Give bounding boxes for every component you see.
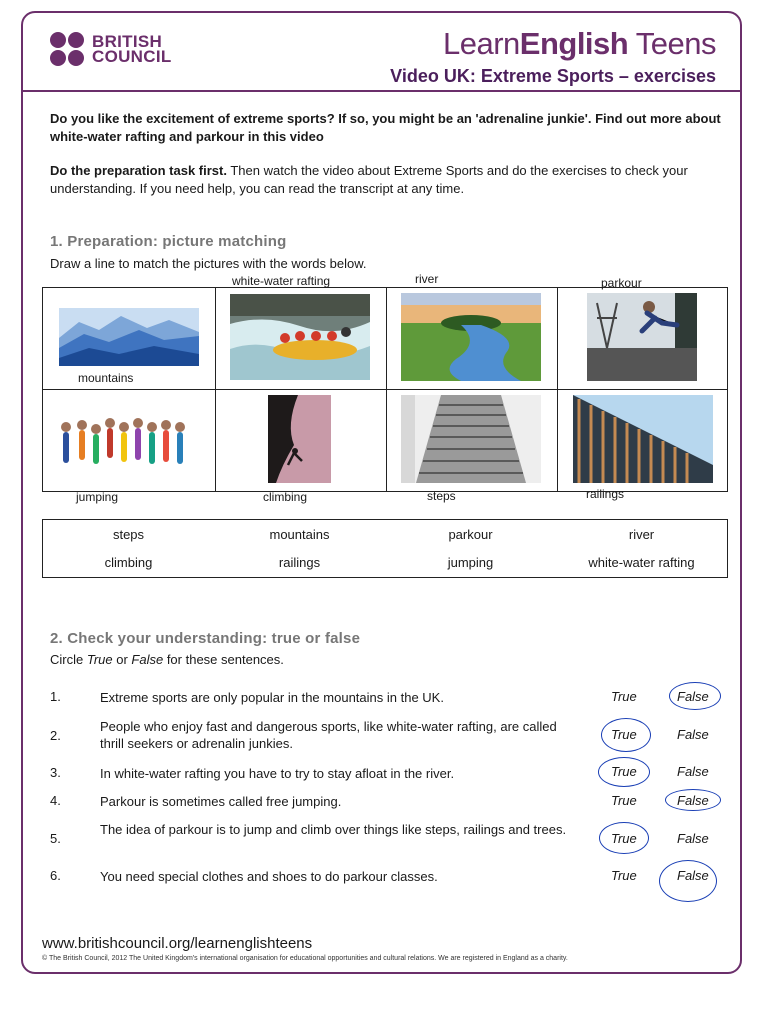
- word-mountains: mountains: [269, 527, 330, 542]
- word-climbing: climbing: [104, 555, 153, 570]
- footer-legal: © The British Council, 2012 The United Kingdom's international organisation for educational opportunities and cultural relations. We are registered in England as a charity.: [42, 955, 568, 962]
- intro-text: Do you like the excitement of extreme sports? If so, you might be an 'adrenaline junkie'. Find out more about white-water rafting and parkour in this video: [50, 111, 721, 144]
- q3-false[interactable]: False: [677, 764, 709, 779]
- british-council-logo: [50, 32, 172, 66]
- steps-picture: [401, 395, 541, 483]
- caption-river: river: [415, 272, 439, 286]
- word-parkour: parkour: [448, 527, 493, 542]
- word-railings: railings: [278, 555, 321, 570]
- rafting-picture: [230, 294, 370, 380]
- railings-picture: [573, 395, 713, 483]
- climbing-picture: [268, 395, 331, 483]
- caption-jumping: jumping: [76, 490, 119, 504]
- q6-false[interactable]: False: [677, 868, 709, 883]
- learnenglish-teens-logo: LearnEnglish Teens: [442, 26, 716, 61]
- footer-url[interactable]: www.britishcouncil.org/learnenglishteens: [42, 935, 313, 952]
- q1-answer-circle: [669, 682, 721, 710]
- q4-answer-circle: [665, 789, 721, 811]
- q3-true[interactable]: True: [611, 764, 637, 779]
- q1-true[interactable]: True: [611, 689, 637, 704]
- logo-dots-icon: [50, 32, 86, 66]
- caption-mountains: mountains: [78, 371, 134, 385]
- logo-text-line1: BRITISH: [92, 32, 163, 51]
- section2-title: 2. Check your understanding: true or false: [50, 630, 361, 647]
- q6-true[interactable]: True: [611, 868, 637, 883]
- section1-title: 1. Preparation: picture matching: [50, 233, 287, 250]
- q5-answer-circle: [599, 822, 649, 854]
- section2-instruction: Circle True or False for these sentences.: [50, 652, 284, 667]
- section1-instruction: Draw a line to match the pictures with the words below.: [50, 256, 367, 271]
- q1-false[interactable]: False: [677, 689, 709, 704]
- q3-answer-circle: [598, 757, 650, 787]
- caption-railings: railings: [586, 487, 625, 501]
- header-divider: [21, 90, 742, 92]
- q2-answer-circle: [601, 718, 651, 752]
- word-river: river: [628, 527, 655, 542]
- q5-false[interactable]: False: [677, 831, 709, 846]
- caption-parkour: parkour: [601, 276, 642, 290]
- q2-false[interactable]: False: [677, 727, 709, 742]
- caption-climbing: climbing: [263, 490, 308, 504]
- caption-rafting: white-water rafting: [232, 274, 331, 288]
- q6-answer-circle: [659, 860, 717, 902]
- instructions-paragraph: Do the preparation task first. Then watch the video about Extreme Sports and do the exercises to check your understanding. If you need help, you can read the transcript at any time.: [50, 163, 688, 196]
- caption-steps: steps: [427, 489, 456, 503]
- q4-false[interactable]: False: [677, 793, 709, 808]
- jumping-picture: [56, 405, 200, 483]
- q2-true[interactable]: True: [611, 727, 637, 742]
- river-picture: [401, 293, 541, 381]
- logo-text-line2: COUNCIL: [92, 47, 172, 66]
- q5-true[interactable]: True: [611, 831, 637, 846]
- word-jumping: jumping: [447, 555, 494, 570]
- mountains-picture: [59, 308, 199, 366]
- q4-true[interactable]: True: [611, 793, 637, 808]
- page-title: Video UK: Extreme Sports – exercises: [390, 66, 716, 86]
- parkour-picture: [587, 293, 697, 381]
- word-rafting: white-water rafting: [588, 555, 695, 570]
- word-steps: steps: [112, 527, 145, 542]
